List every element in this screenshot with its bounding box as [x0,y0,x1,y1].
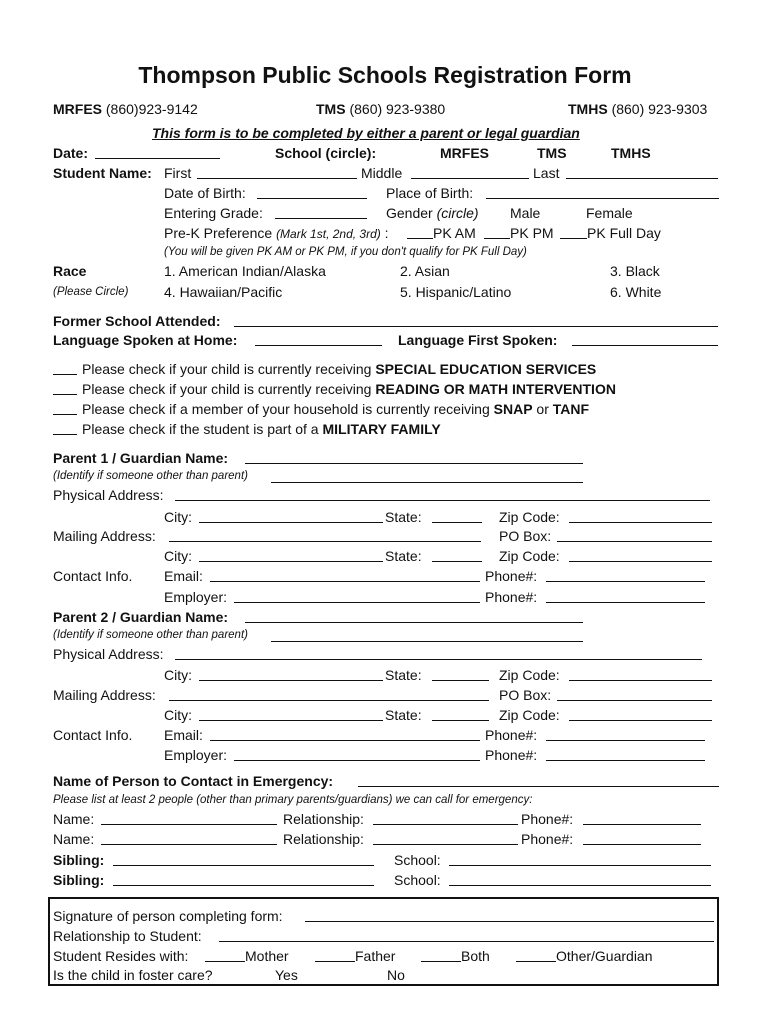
first-name-label: First [164,165,192,181]
emergency2-relationship-field[interactable] [373,844,518,845]
tms-label: TMS [316,101,346,117]
parent2-zip-label: Zip Code: [499,667,560,683]
parent1-po-label: PO Box: [499,528,552,544]
parent1-contact-label: Contact Info. [53,568,133,584]
parent1-phone1-field[interactable] [546,581,705,582]
sibling1-school-label: School: [394,852,441,868]
parent1-mail-state-field[interactable] [432,561,482,562]
tms-phone-line [316,101,445,117]
parent1-email-label: Email: [164,568,203,584]
parent1-physical-field[interactable] [175,500,710,501]
resides-with-label: Student Resides with: [53,948,189,964]
parent1-mail-zip-field[interactable] [569,561,712,562]
emergency2-phone-field[interactable] [583,844,701,845]
gender-label-line [386,205,479,221]
prek-preference-line [164,225,389,242]
relationship-label: Relationship to Student: [53,928,202,944]
parent1-employer-field[interactable] [234,602,480,603]
pk-am-label: PK AM [433,225,476,241]
parent2-email-label: Email: [164,727,203,743]
first-name-field[interactable] [197,178,357,179]
prek-note: (You will be given PK AM or PK PM, if you don't qualify for PK Full Day) [164,246,527,258]
snap-text: Please check if a member of your household is currently receiving [82,401,494,417]
gender-label: Gender [386,205,433,221]
race-hint: (Please Circle) [53,286,129,298]
parent1-mailing-label: Mailing Address: [53,528,156,544]
gender-option-male[interactable]: Male [510,205,541,221]
sibling1-field[interactable] [113,865,374,866]
race-option-4[interactable]: 4. Hawaiian/Pacific [164,284,283,300]
sibling2-school-field[interactable] [449,885,711,886]
former-school-field[interactable] [234,326,718,327]
mrfes-phone: (860)923-9142 [105,101,198,117]
middle-name-label: Middle [361,165,403,181]
parent2-mail-zip-label: Zip Code: [499,707,560,723]
form-notice: This form is to be completed by either a parent or legal guardian [152,125,580,141]
parent2-employer-field[interactable] [234,760,480,761]
emergency2-name-field[interactable] [101,844,277,845]
emergency-contact-label: Name of Person to Contact in Emergency: [53,773,334,789]
parent1-po-field[interactable] [557,541,712,542]
school-option-tmhs[interactable]: TMHS [611,145,651,161]
parent1-name-field[interactable] [245,463,583,464]
parent1-state-label: State: [385,509,422,525]
parent1-identify-label: (Identify if someone other than parent) [53,470,248,482]
language-first-field[interactable] [572,345,718,346]
parent1-employer-label: Employer: [164,589,228,605]
race-option-5[interactable]: 5. Hispanic/Latino [400,284,512,300]
last-name-label: Last [533,165,560,181]
military-check-label [82,421,441,437]
tms-phone: (860) 923-9380 [349,101,446,117]
parent1-mail-city-field[interactable] [199,561,383,562]
sibling2-school-label: School: [394,872,441,888]
parent2-mail-state-field[interactable] [432,720,489,721]
parent1-city-field[interactable] [199,522,383,523]
emergency-note: Please list at least 2 people (other than primary parents/guardians) we can call for emergency: [53,794,533,806]
parent1-email-field[interactable] [210,581,480,582]
pob-label: Place of Birth: [386,185,474,201]
dob-field[interactable] [257,198,367,199]
school-option-tms[interactable]: TMS [537,145,567,161]
snap-check-label [82,401,589,417]
parent2-email-field[interactable] [210,740,480,741]
date-label: Date: [53,145,89,161]
parent1-mailing-field[interactable] [169,541,481,542]
parent1-state-field[interactable] [432,522,482,523]
date-field[interactable] [95,158,220,159]
parent2-employer-label: Employer: [164,747,228,763]
resides-mother-label: Mother [245,948,289,964]
parent2-mailing-label: Mailing Address: [53,687,156,703]
pk-pm-field[interactable] [484,238,510,239]
sped-checkbox[interactable] [53,374,77,375]
emergency2-phone-label: Phone#: [521,831,574,847]
parent2-physical-field[interactable] [175,659,702,660]
parent1-physical-label: Physical Address: [53,487,164,503]
emergency1-name-label: Name: [53,811,95,827]
parent2-city-field[interactable] [199,680,383,681]
parent2-po-label: PO Box: [499,687,552,703]
former-school-label: Former School Attended: [53,313,221,329]
parent2-name-label: Parent 2 / Guardian Name: [53,609,229,625]
resides-other-field[interactable] [516,961,556,962]
resides-other-label: Other/Guardian [556,948,653,964]
intervention-emphasis: READING OR MATH INTERVENTION [375,381,616,397]
military-checkbox[interactable] [53,434,77,435]
tmhs-label: TMHS [568,101,608,117]
parent2-name-field[interactable] [245,622,583,623]
race-option-3[interactable]: 3. Black [610,263,660,279]
prek-hint: (Mark 1st, 2nd, 3rd) [276,227,381,241]
emergency1-name-field[interactable] [101,824,277,825]
sibling1-label: Sibling: [53,852,105,868]
resides-father-field[interactable] [315,961,355,962]
military-text: Please check if the student is part of a [82,421,323,437]
emergency1-phone-label: Phone#: [521,811,574,827]
sped-text: Please check if your child is currently receiving [82,361,376,377]
prek-label: Pre-K Preference [164,225,273,241]
parent1-zip-label: Zip Code: [499,509,560,525]
resides-mother-field[interactable] [205,961,245,962]
sped-emphasis: SPECIAL EDUCATION SERVICES [375,361,597,377]
resides-father-label: Father [355,948,396,964]
parent1-phone2-field[interactable] [546,602,705,603]
school-option-mrfes[interactable]: MRFES [440,145,489,161]
sped-check-label [82,361,596,377]
foster-care-label: Is the child in foster care? [53,967,213,983]
parent2-mail-state-label: State: [385,707,422,723]
parent1-name-label: Parent 1 / Guardian Name: [53,450,229,466]
parent2-state-field[interactable] [432,680,489,681]
pk-full-field[interactable] [560,238,587,239]
pob-field[interactable] [486,198,719,199]
parent2-city-label: City: [164,667,192,683]
emergency1-relationship-field[interactable] [373,824,518,825]
language-home-field[interactable] [255,345,382,346]
race-option-6[interactable]: 6. White [610,284,662,300]
sibling2-label: Sibling: [53,872,105,888]
pk-full-label: PK Full Day [587,225,661,241]
race-option-1[interactable]: 1. American Indian/Alaska [164,263,326,279]
intervention-checkbox[interactable] [53,394,77,395]
parent2-phone1-label: Phone#: [485,727,538,743]
emergency-contact-field[interactable] [358,786,719,787]
parent1-mail-city-label: City: [164,548,192,564]
mrfes-label: MRFES [53,101,102,117]
signature-field[interactable] [305,921,714,922]
gender-option-female[interactable]: Female [586,205,633,221]
pk-am-field[interactable] [407,238,433,239]
sibling1-school-field[interactable] [449,865,711,866]
parent1-mail-state-label: State: [385,548,422,564]
sibling2-field[interactable] [113,885,374,886]
parent2-phone1-field[interactable] [546,740,705,741]
intervention-text: Please check if your child is currently receiving [82,381,376,397]
parent1-phone1-label: Phone#: [485,568,538,584]
gender-hint: (circle) [436,205,479,221]
parent1-identify-field[interactable] [271,482,583,483]
grade-field[interactable] [275,218,367,219]
relationship-field[interactable] [219,941,714,942]
foster-no-option[interactable]: No [387,967,405,983]
pk-pm-label: PK PM [510,225,554,241]
tmhs-phone-line [568,101,707,117]
parent2-mail-zip-field[interactable] [569,720,712,721]
mrfes-phone-line [53,101,198,117]
intervention-check-label [82,381,616,397]
signature-label: Signature of person completing form: [53,908,283,924]
resides-both-field[interactable] [421,961,461,962]
school-circle-label: School (circle): [275,145,377,161]
student-name-label: Student Name: [53,165,152,181]
foster-yes-option[interactable]: Yes [275,967,298,983]
parent2-mail-city-field[interactable] [199,720,383,721]
emergency1-phone-field[interactable] [583,824,701,825]
snap-emphasis: SNAP [493,401,533,417]
parent2-mail-city-label: City: [164,707,192,723]
emergency2-relationship-label: Relationship: [283,831,364,847]
parent1-mail-zip-label: Zip Code: [499,548,560,564]
race-label: Race [53,263,87,279]
grade-label: Entering Grade: [164,205,263,221]
parent2-identify-label: (Identify if someone other than parent) [53,629,248,641]
parent1-city-label: City: [164,509,192,525]
military-emphasis: MILITARY FAMILY [322,421,441,437]
middle-name-field[interactable] [411,178,529,179]
parent1-phone2-label: Phone#: [485,589,538,605]
language-first-label: Language First Spoken: [398,332,558,348]
resides-both-label: Both [461,948,490,964]
race-option-2[interactable]: 2. Asian [400,263,450,279]
language-home-label: Language Spoken at Home: [53,332,238,348]
parent2-contact-label: Contact Info. [53,727,133,743]
snap-checkbox[interactable] [53,414,77,415]
parent2-physical-label: Physical Address: [53,646,164,662]
emergency1-relationship-label: Relationship: [283,811,364,827]
parent2-phone2-field[interactable] [546,760,705,761]
page-title: Thompson Public Schools Registration Form [138,62,632,88]
snap-or: or [532,401,553,417]
dob-label: Date of Birth: [164,185,246,201]
emergency2-name-label: Name: [53,831,95,847]
parent2-mailing-field[interactable] [169,700,489,701]
last-name-field[interactable] [566,178,718,179]
tmhs-phone: (860) 923-9303 [611,101,708,117]
parent2-identify-field[interactable] [271,641,583,642]
parent1-zip-field[interactable] [569,522,712,523]
prek-colon: : [384,225,389,241]
parent2-state-label: State: [385,667,422,683]
parent2-zip-field[interactable] [569,680,712,681]
parent2-po-field[interactable] [557,700,712,701]
parent2-phone2-label: Phone#: [485,747,538,763]
tanf-emphasis: TANF [552,401,590,417]
